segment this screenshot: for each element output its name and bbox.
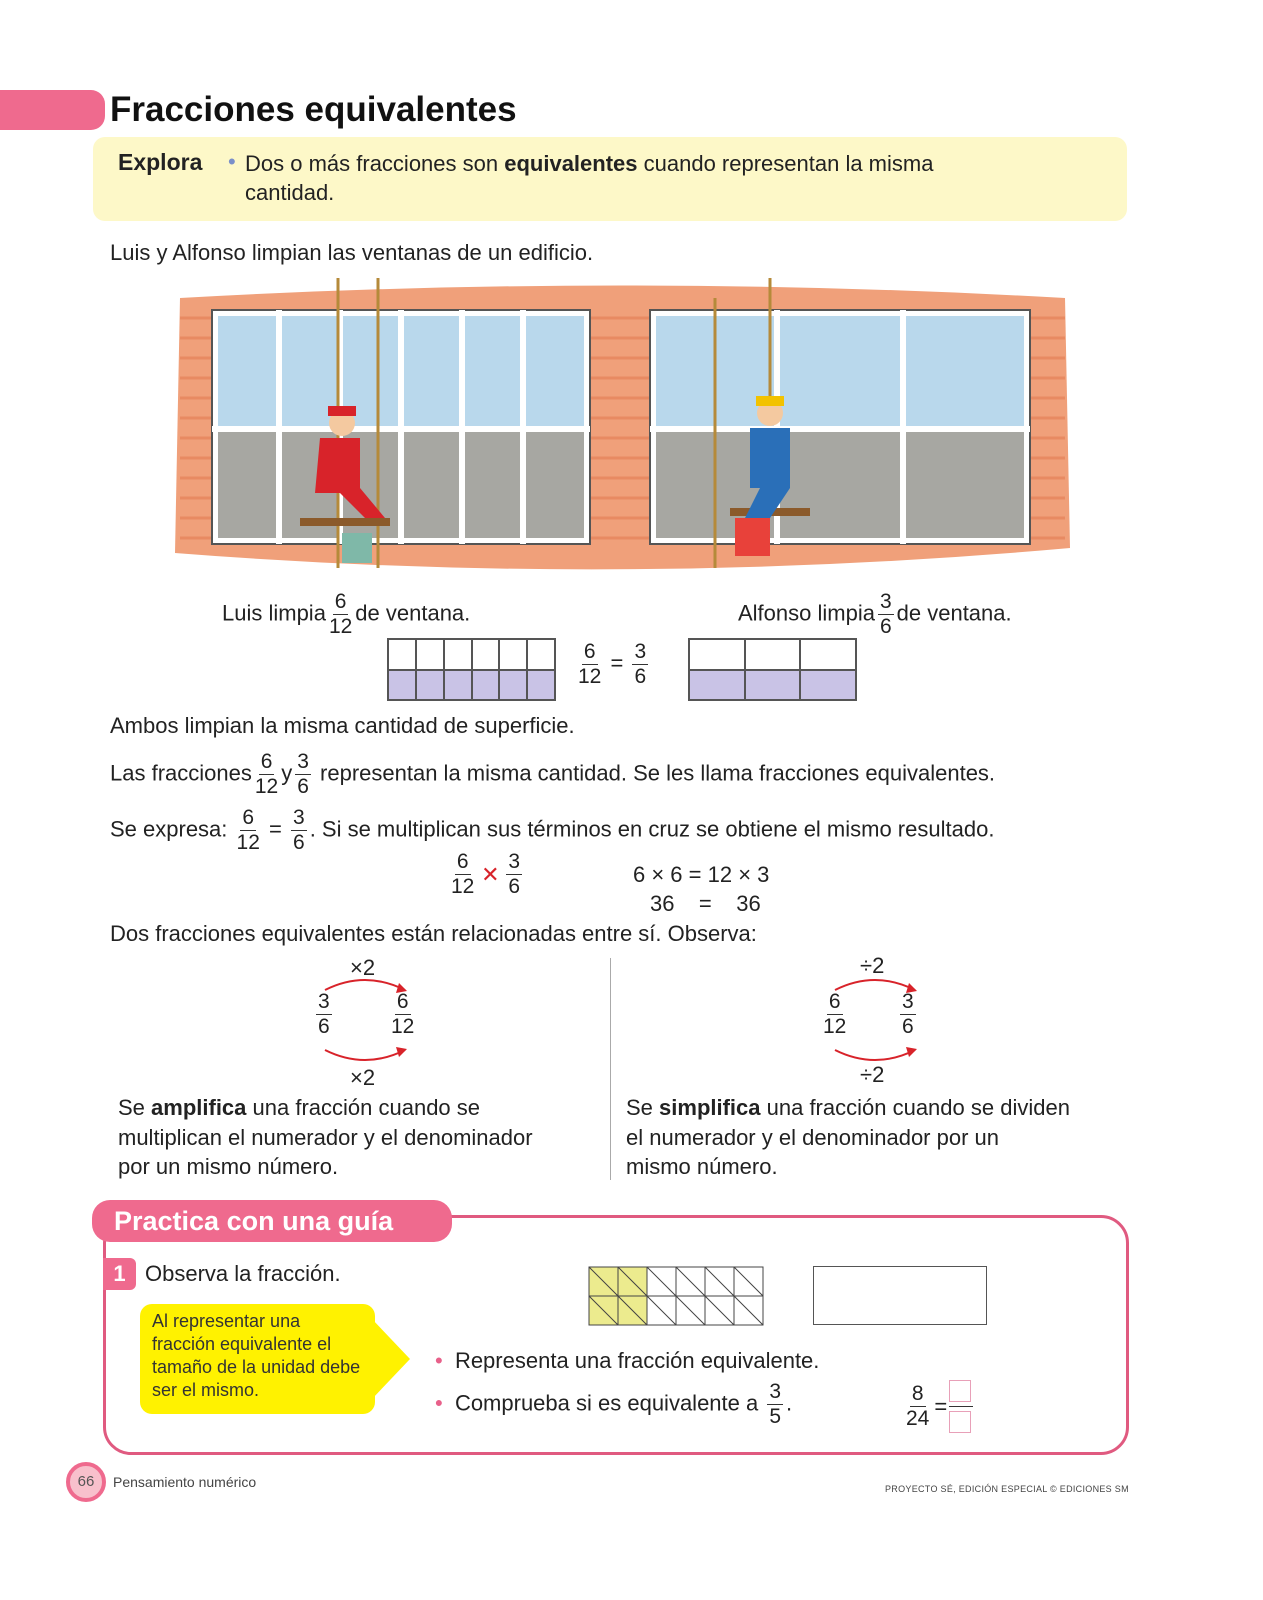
title-tab — [0, 90, 105, 130]
denominator-input[interactable] — [949, 1411, 971, 1433]
explora-text: Dos o más fracciones son equivalentes cuando representan la misma cantidad. — [245, 151, 934, 205]
simplify-text: Se simplifica una fracción cuando se dividen el numerador y el denominador por un mismo número. — [626, 1095, 1070, 1179]
cross-diagram: $\frac{6}{12}$ ✕ $\frac{3}{6}$ — [451, 850, 521, 898]
footer-credit: PROYECTO SÉ, EDICIÓN ESPECIAL © EDICIONES SM — [885, 1484, 1129, 1494]
equality-fraction: $\frac{6}{12}$ = $\frac{3}{6}$ — [578, 640, 647, 688]
twelfths-grid — [387, 638, 556, 701]
answer-drawing-area[interactable] — [813, 1266, 987, 1325]
bullet-icon: • — [435, 1390, 443, 1416]
tip-callout — [140, 1304, 410, 1414]
alfonso-caption: Alfonso limpia $\frac{3}{6}$ de ventana. — [738, 590, 1012, 638]
simplify-fraction-b: $\frac{3}{6}$ — [902, 990, 914, 1038]
cross-arrows-icon: ✕ — [481, 861, 500, 887]
bullet-represent: • Representa una fracción equivalente. — [435, 1348, 820, 1373]
amplify-fraction-b: $\frac{6}{12}$ — [391, 990, 415, 1038]
page-number-badge: 66 — [66, 1462, 106, 1502]
line-same-surface: Ambos limpian la misma cantidad de superficie. — [110, 713, 575, 738]
exercise-task: Observa la fracción. — [145, 1261, 341, 1286]
numerator-input[interactable] — [949, 1380, 971, 1402]
line-relation: Dos fracciones equivalentes están relacionadas entre sí. Observa: — [110, 921, 757, 946]
right-window — [650, 310, 1030, 544]
practica-header: Practica con una guía — [92, 1200, 452, 1242]
explora-box — [93, 137, 1127, 221]
bullet-icon: • — [435, 1348, 443, 1373]
explora-label: Explora — [118, 149, 203, 175]
amplify-op-bottom: ×2 — [350, 1065, 376, 1090]
footer-section: Pensamiento numérico — [113, 1474, 257, 1490]
luis-caption: Luis limpia $\frac{6}{12}$ de ventana. — [222, 590, 471, 638]
bullet-check: • Comprueba si es equivalente a $\frac{3}{5}$ . — [435, 1380, 793, 1428]
line-cross-multiply: Se expresa: $\frac{6}{12}$ = $\frac{3}{6}$ . Si se multiplican sus términos en cruz se obtiene el mismo resultado. — [110, 806, 995, 854]
window-cleaners-illustration — [170, 278, 1075, 583]
check-equation: $\frac{8}{24}$ = — [903, 1380, 973, 1433]
amplify-text: Se amplifica una fracción cuando se multiplican el numerador y el denominador por un mismo número. — [118, 1095, 533, 1179]
line-equivalent-def: Las fracciones $\frac{6}{12}$ y $\frac{3}{6}$ representan la misma cantidad. Se les llama fracciones equivalentes. — [110, 750, 996, 798]
tip-text: Al representar una fracción equivalente el tamaño de la unidad debe ser el mismo. — [152, 1311, 361, 1400]
exercise-number: 1 — [103, 1258, 136, 1290]
bullet-icon: • — [228, 149, 236, 174]
amplify-fraction-a: $\frac{3}{6}$ — [318, 990, 330, 1038]
amplify-op-top: ×2 — [350, 955, 376, 980]
cross-result-1: 6 × 6 = 12 × 3 — [633, 862, 770, 887]
page-title: Fracciones equivalentes — [110, 90, 517, 129]
panel-divider — [610, 958, 611, 1180]
sixths-grid — [688, 638, 857, 701]
cross-result-2: 36 = 36 — [650, 891, 761, 916]
left-window — [212, 310, 590, 544]
simplify-fraction-a: $\frac{6}{12}$ — [823, 990, 847, 1038]
simplify-op-bottom: ÷2 — [860, 1062, 885, 1087]
simplify-op-top: ÷2 — [860, 953, 885, 978]
fraction-model-grid — [588, 1266, 764, 1326]
intro-text: Luis y Alfonso limpian las ventanas de un edificio. — [110, 240, 594, 265]
